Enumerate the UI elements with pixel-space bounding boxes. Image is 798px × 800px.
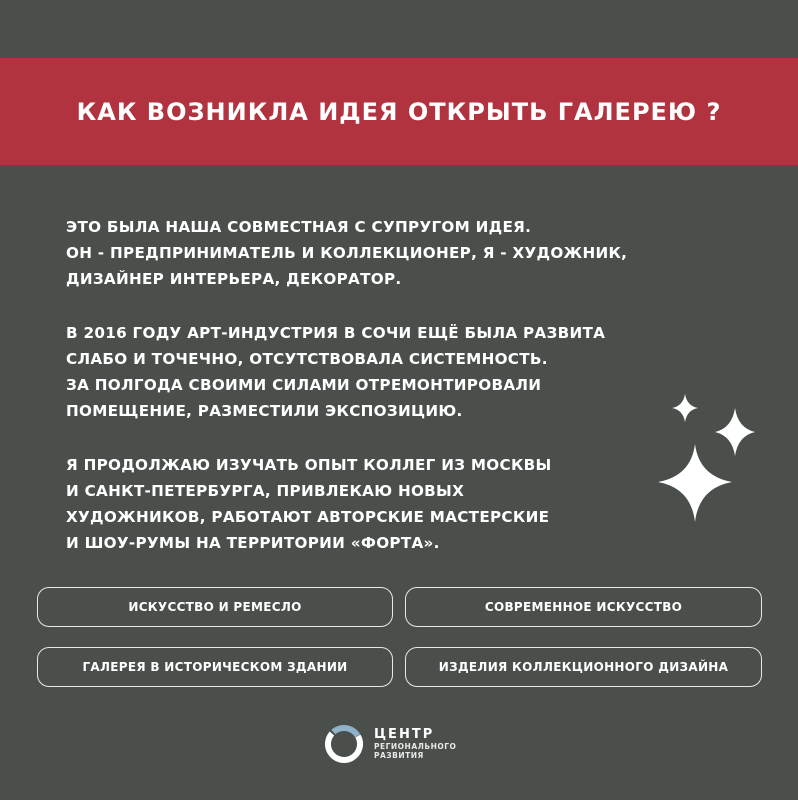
sparkle-icon [650, 390, 770, 530]
article-body [66, 214, 726, 584]
logo-name: ЦЕНТР [374, 727, 435, 742]
sparkle-small-icon [672, 394, 698, 422]
text-line: И ШОУ-РУМЫ НА ТЕРРИТОРИИ «ФОРТА». [66, 534, 440, 552]
text-line: В 2016 ГОДУ АРТ-ИНДУСТРИЯ В СОЧИ ЕЩЁ БЫЛА РАЗВИТА [66, 324, 606, 342]
logo-ring-icon [322, 722, 366, 766]
text-line: СЛАБО И ТОЧЕЧНО, ОТСУТСТВОВАЛА СИСТЕМНОСТЬ. [66, 350, 548, 368]
header-banner [0, 58, 798, 165]
text-line: Я ПРОДОЛЖАЮ ИЗУЧАТЬ ОПЫТ КОЛЛЕГ ИЗ МОСКВЫ [66, 456, 552, 474]
page-title: КАК ВОЗНИКЛА ИДЕЯ ОТКРЫТЬ ГАЛЕРЕЮ ? [76, 97, 722, 126]
text-line: ОН - ПРЕДПРИНИМАТЕЛЬ И КОЛЛЕКЦИОНЕР, Я - ХУДОЖНИК, [66, 244, 628, 262]
paragraph-2 [66, 320, 726, 424]
tag-collectible-design: ИЗДЕЛИЯ КОЛЛЕКЦИОННОГО ДИЗАЙНА [405, 647, 762, 687]
tag-arts-and-crafts: ИСКУССТВО И РЕМЕСЛО [37, 587, 393, 627]
logo-line-3: РАЗВИТИЯ [374, 751, 424, 760]
sparkle-large-icon [658, 444, 732, 522]
paragraph-3 [66, 452, 726, 556]
text-line: ХУДОЖНИКОВ, РАБОТАЮТ АВТОРСКИЕ МАСТЕРСКИЕ [66, 508, 550, 526]
logo-line-2: РЕГИОНАЛЬНОГО [374, 742, 457, 751]
tag-contemporary-art: СОВРЕМЕННОЕ ИСКУССТВО [405, 587, 762, 627]
sparkle-medium-icon [715, 408, 755, 456]
tag-historic-gallery: ГАЛЕРЕЯ В ИСТОРИЧЕСКОМ ЗДАНИИ [37, 647, 393, 687]
text-line: И САНКТ-ПЕТЕРБУРГА, ПРИВЛЕКАЮ НОВЫХ [66, 482, 465, 500]
paragraph-1 [66, 214, 726, 292]
text-line: ЭТО БЫЛА НАША СОВМЕСТНАЯ С СУПРУГОМ ИДЕЯ. [66, 218, 532, 236]
text-line: ПОМЕЩЕНИЕ, РАЗМЕСТИЛИ ЭКСПОЗИЦИЮ. [66, 402, 463, 420]
center-logo [322, 722, 456, 766]
text-line: ДИЗАЙНЕР ИНТЕРЬЕРА, ДЕКОРАТОР. [66, 270, 402, 288]
text-line: ЗА ПОЛГОДА СВОИМИ СИЛАМИ ОТРЕМОНТИРОВАЛИ [66, 376, 542, 394]
